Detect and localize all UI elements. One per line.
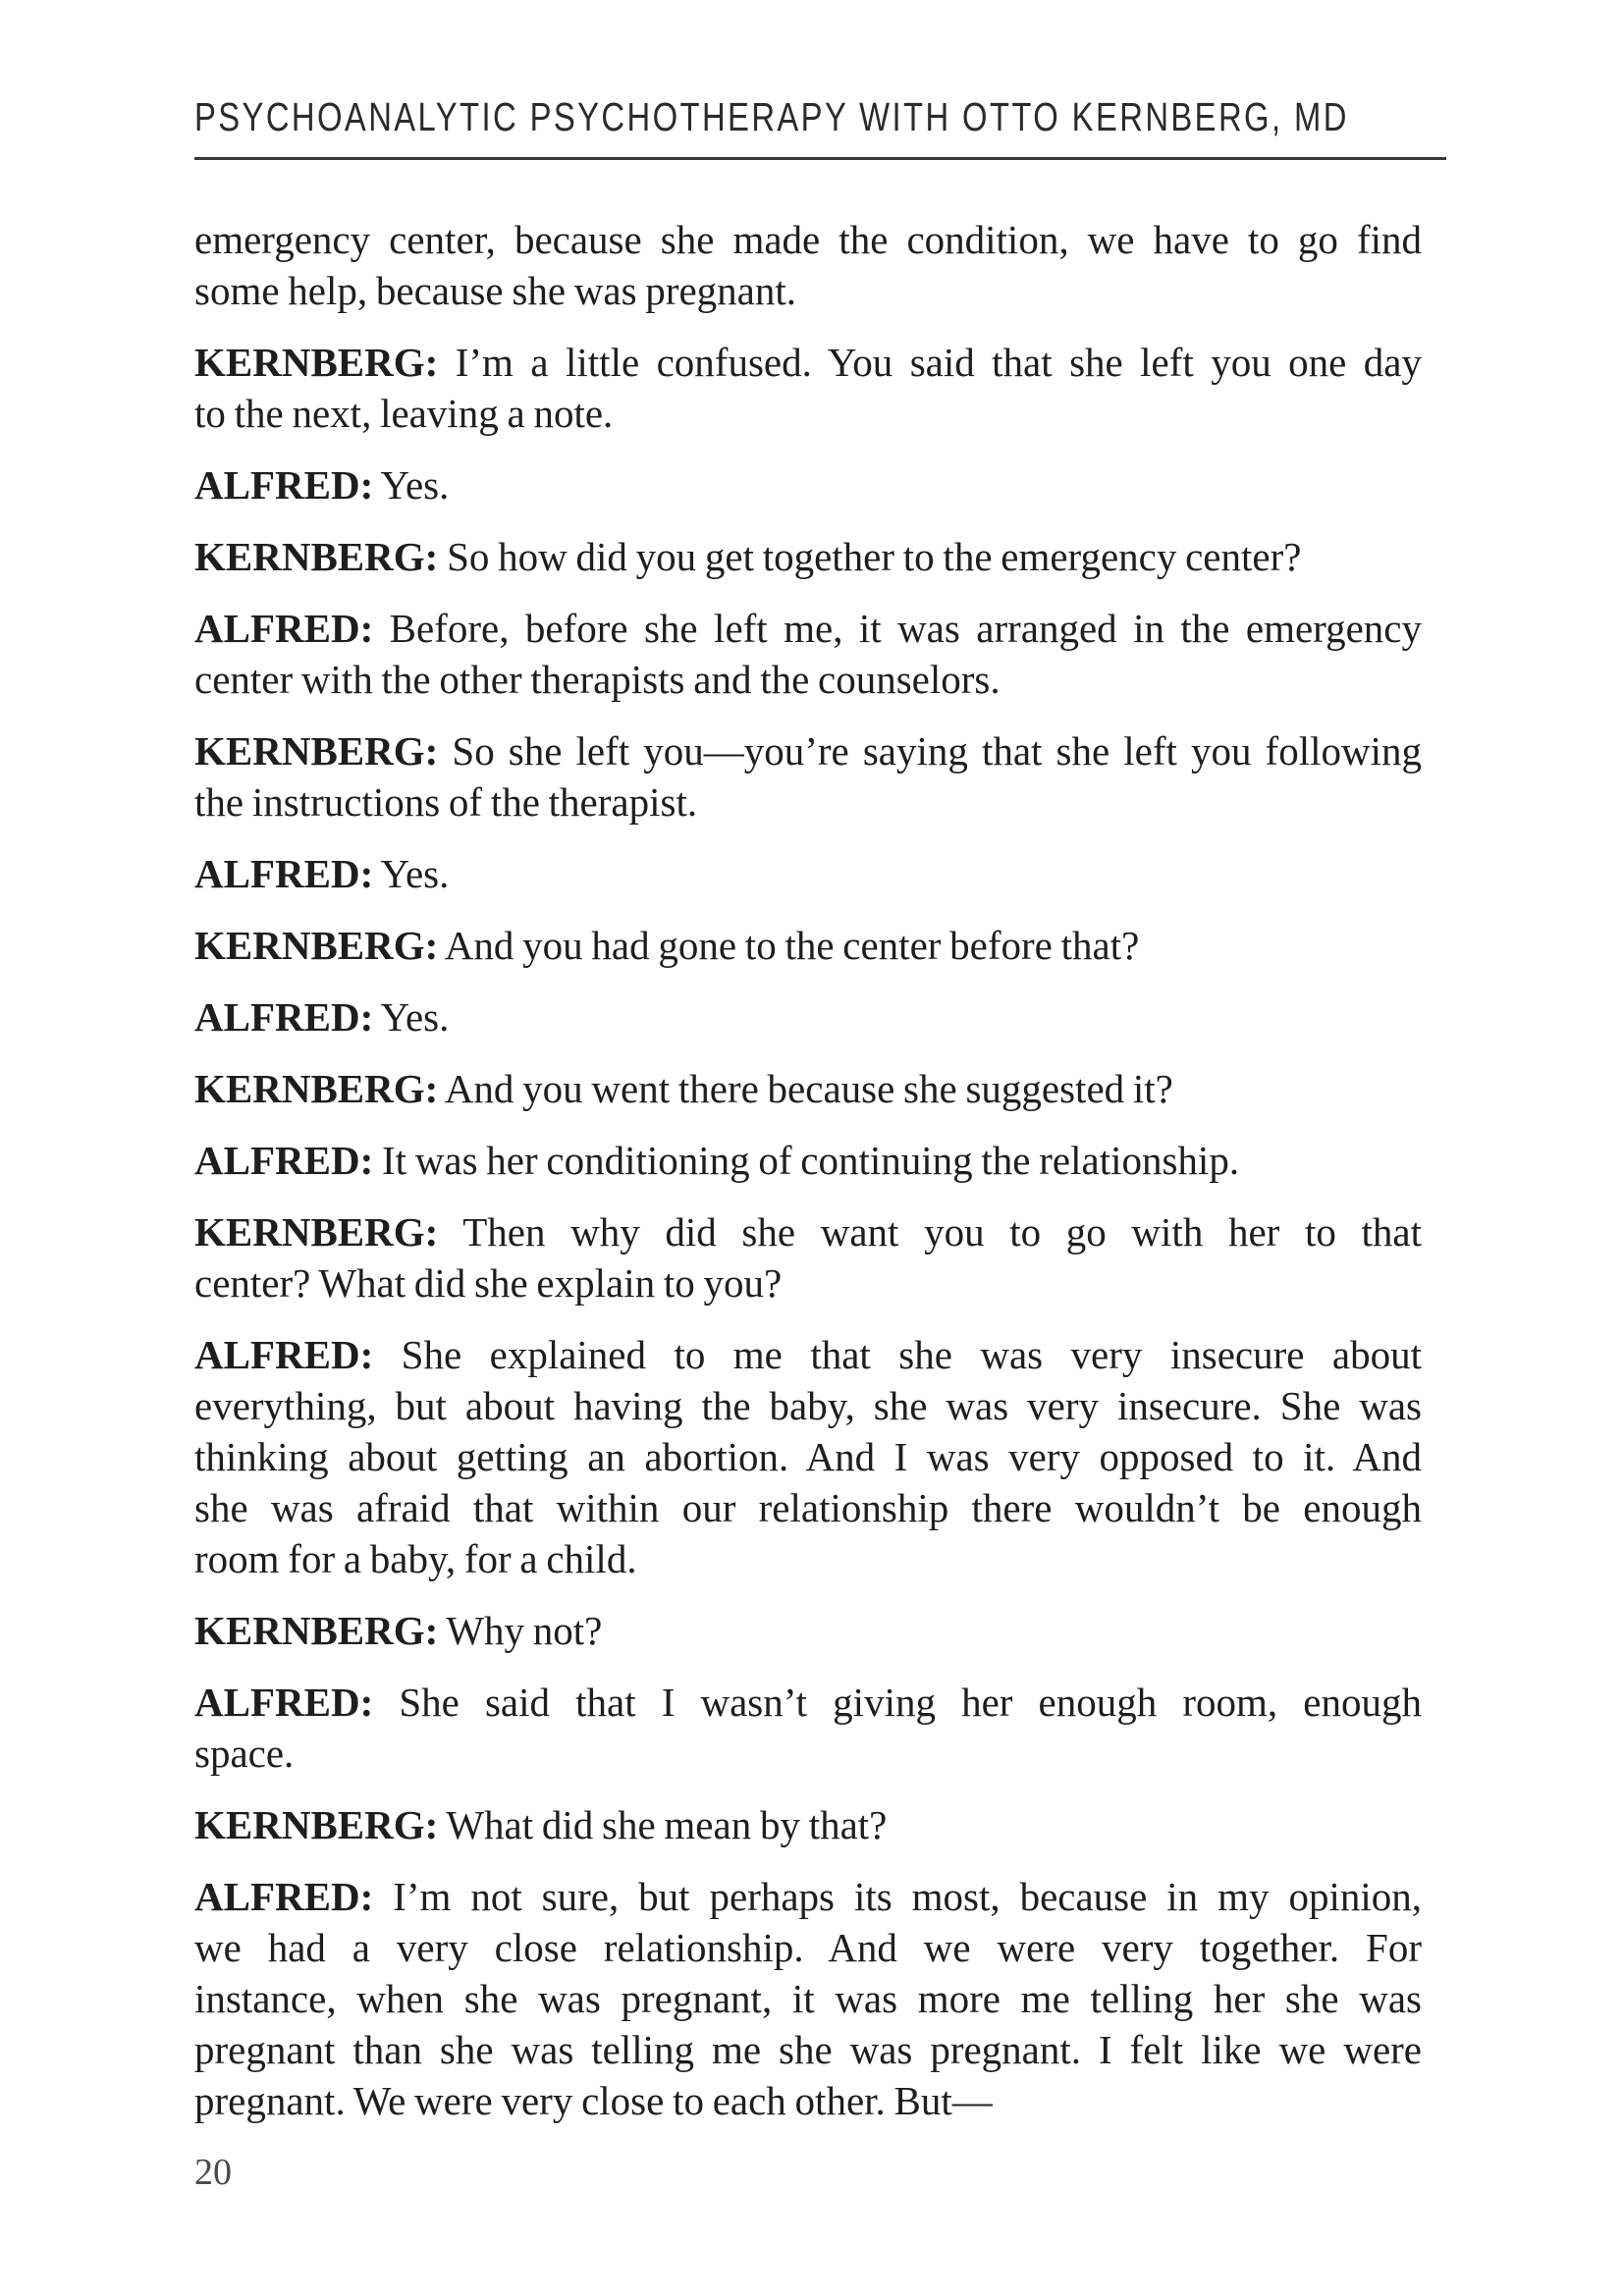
dialogue-line: KERNBERG: Then why did she want you to go with her to that xyxy=(194,1209,1422,1255)
dialogue-paragraph xyxy=(194,459,1422,510)
dialogue-line: pregnant. We were very close to each other. But— xyxy=(194,2078,993,2123)
speaker-label: ALFRED: xyxy=(194,1874,374,1919)
dialogue-line: space. xyxy=(194,1731,295,1776)
dialogue-line: ALFRED: It was her conditioning of continuing the relationship. xyxy=(194,1138,1240,1183)
header-rule xyxy=(194,157,1446,160)
dialogue-line: instance, when she was pregnant, it was more me telling her she was xyxy=(194,1976,1422,2021)
dialogue-paragraph xyxy=(194,991,1422,1042)
dialogue-line: ALFRED: Before, before she left me, it was arranged in the emergency xyxy=(194,606,1422,651)
dialogue-paragraph xyxy=(194,725,1422,828)
dialogue-line: KERNBERG: And you went there because she suggested it? xyxy=(194,1066,1173,1111)
dialogue-line: ALFRED: Yes. xyxy=(194,462,450,507)
speaker-label: KERNBERG: xyxy=(194,1802,439,1847)
dialogue-line: KERNBERG: I’m a little confused. You said that she left you one day xyxy=(194,340,1422,385)
dialogue-line: ALFRED: She said that I wasn’t giving her enough room, enough xyxy=(194,1680,1422,1725)
speaker-label: KERNBERG: xyxy=(194,1209,439,1255)
page-number: 20 xyxy=(194,2152,232,2193)
speaker-label: ALFRED: xyxy=(194,1680,374,1725)
dialogue-paragraph xyxy=(194,1063,1422,1114)
running-header: PSYCHOANALYTIC PSYCHOTHERAPY WITH OTTO KERNBERG, MD xyxy=(194,94,1349,139)
dialogue-paragraph xyxy=(194,337,1422,439)
dialogue-line: to the next, leaving a note. xyxy=(194,391,614,436)
dialogue-line: thinking about getting an abortion. And I was very opposed to it. And xyxy=(194,1434,1422,1479)
speaker-label: KERNBERG: xyxy=(194,923,439,968)
speaker-label: ALFRED: xyxy=(194,851,374,896)
speaker-label: KERNBERG: xyxy=(194,1066,439,1111)
speaker-label: ALFRED: xyxy=(194,994,374,1040)
dialogue-line: KERNBERG: What did she mean by that? xyxy=(194,1802,888,1847)
speaker-label: ALFRED: xyxy=(194,462,374,507)
dialogue-line: ALFRED: Yes. xyxy=(194,994,450,1040)
dialogue-line: center? What did she explain to you? xyxy=(194,1260,783,1306)
speaker-label: ALFRED: xyxy=(194,606,374,651)
dialogue-line: she was afraid that within our relationship there wouldn’t be enough xyxy=(194,1485,1422,1530)
dialogue-paragraph xyxy=(194,531,1422,582)
dialogue-line: we had a very close relationship. And we were very together. For xyxy=(194,1925,1422,1970)
speaker-label: KERNBERG: xyxy=(194,1608,439,1653)
dialogue-paragraph xyxy=(194,1329,1422,1584)
dialogue-line: KERNBERG: So she left you—you’re saying that she left you following xyxy=(194,728,1422,774)
dialogue-line: everything, but about having the baby, she was very insecure. She was xyxy=(194,1383,1422,1428)
dialogue-paragraph xyxy=(194,848,1422,899)
dialogue-paragraph xyxy=(194,1135,1422,1186)
dialogue-paragraph xyxy=(194,1206,1422,1308)
dialogue-paragraph xyxy=(194,1605,1422,1656)
dialogue-line: KERNBERG: Why not? xyxy=(194,1608,603,1653)
dialogue-line: ALFRED: I’m not sure, but perhaps its most, because in my opinion, xyxy=(194,1874,1422,1919)
speaker-label: KERNBERG: xyxy=(194,728,439,774)
dialogue-paragraph xyxy=(194,603,1422,705)
dialogue-line: KERNBERG: And you had gone to the center before that? xyxy=(194,923,1140,968)
speaker-label: KERNBERG: xyxy=(194,534,439,579)
dialogue-line: center with the other therapists and the counselors. xyxy=(194,657,1001,702)
speaker-label: ALFRED: xyxy=(194,1138,374,1183)
dialogue-line: emergency center, because she made the condition, we have to go find xyxy=(194,217,1422,262)
dialogue-line: pregnant than she was telling me she was pregnant. I felt like we were xyxy=(194,2027,1422,2072)
dialogue-paragraph xyxy=(194,1799,1422,1850)
dialogue-line: some help, because she was pregnant. xyxy=(194,268,796,313)
speaker-label: KERNBERG: xyxy=(194,340,439,385)
dialogue-transcript xyxy=(194,214,1422,2126)
dialogue-paragraph xyxy=(194,920,1422,971)
dialogue-line: KERNBERG: So how did you get together to the emergency center? xyxy=(194,534,1302,579)
speaker-label: ALFRED: xyxy=(194,1332,374,1377)
dialogue-line: ALFRED: Yes. xyxy=(194,851,450,896)
dialogue-line: ALFRED: She explained to me that she was very insecure about xyxy=(194,1332,1422,1377)
dialogue-paragraph xyxy=(194,1871,1422,2126)
dialogue-paragraph xyxy=(194,1677,1422,1779)
dialogue-paragraph xyxy=(194,214,1422,316)
dialogue-line: the instructions of the therapist. xyxy=(194,779,698,825)
dialogue-line: room for a baby, for a child. xyxy=(194,1536,637,1581)
